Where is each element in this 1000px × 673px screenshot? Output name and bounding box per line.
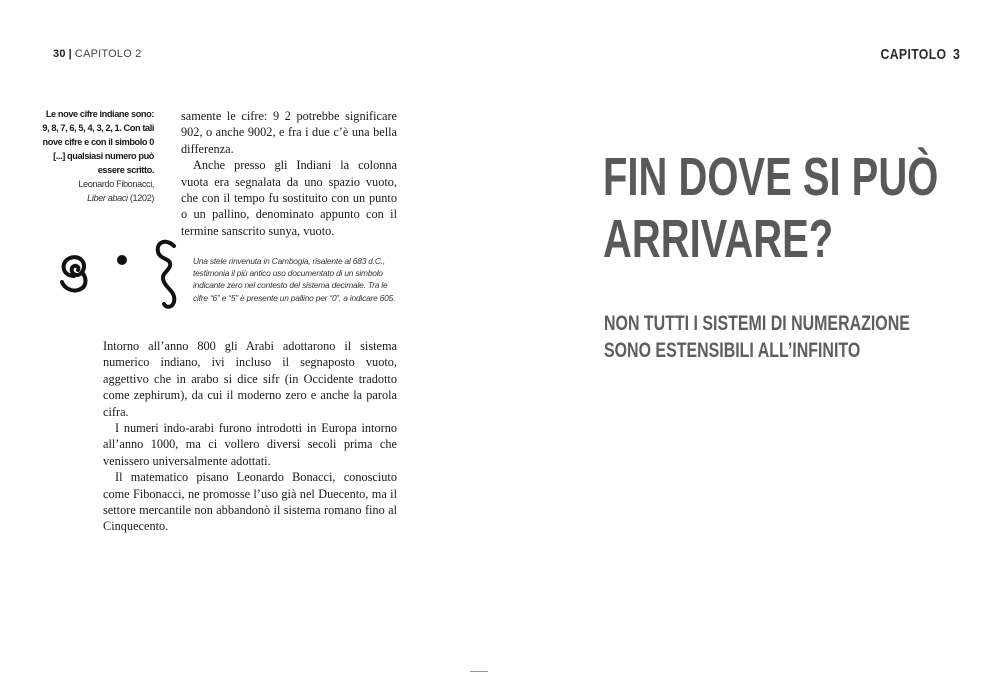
khmer-numeral-glyphs-image xyxy=(52,232,192,312)
side-quote-author xyxy=(40,177,154,205)
chapter-subtitle xyxy=(604,310,908,364)
body-paragraph: I numeri indo-arabi furono introdotti in Europa intorno all’anno 1000, ma ci vollero diversi secoli prima che venissero universalmente adottati. xyxy=(103,421,397,468)
chapter-number: 3 xyxy=(952,46,960,63)
body-text-main xyxy=(103,338,397,535)
chapter-title-line: FIN DOVE SI PUÒ xyxy=(603,147,939,207)
page-fold-mark xyxy=(470,671,488,672)
figure-caption: Una stele rinvenuta in Cambogia, risalente al 683 d.C., testimonia il più antico uso documentato di un simbolo indicante zero nel contesto del sistema decimale. Tra le cifre “6” e “5” è presente un pallino per “0”, a indicare 605. xyxy=(193,256,396,303)
side-quote-author-name: Leonardo Fibonacci, xyxy=(78,179,154,189)
chapter-title xyxy=(603,146,939,270)
chapter-label xyxy=(880,46,960,63)
glyph-five xyxy=(158,242,175,307)
chapter-subtitle-line: NON TUTTI I SISTEMI DI NUMERAZIONE xyxy=(604,312,910,335)
side-quote-text: Le nove cifre indiane sono: 9, 8, 7, 6, 5, 4, 3, 2, 1. Con tali nove cifre e con il simbolo 0 [...] qualsiasi numero può essere scritto. xyxy=(42,109,154,175)
body-paragraph: Il matematico pisano Leonardo Bonacci, conosciuto come Fibonacci, ne promosse l’uso già nel Duecento, ma il settore mercantile non abbandonò il sistema romano fino al Cinquecento. xyxy=(103,470,397,534)
running-head xyxy=(53,48,142,60)
chapter-subtitle-line: SONO ESTENSIBILI ALL’INFINITO xyxy=(604,339,861,362)
body-text-top xyxy=(181,108,397,239)
running-head-separator: | xyxy=(68,48,72,60)
chapter-label-text: CAPITOLO xyxy=(880,46,947,63)
body-paragraph: Anche presso gli Indiani la colonna vuota era segnalata da uno spazio vuoto, che con il tempo fu sostituito con un punto o un pallino, denominato appunto con il termine sanscrito sunya, vuoto. xyxy=(181,158,397,238)
body-paragraph: samente le cifre: 9 2 potrebbe significare 902, o anche 9002, e fra i due c’è una bella differenza. xyxy=(181,109,397,156)
chapter-title-line: ARRIVARE? xyxy=(603,209,834,269)
glyph-zero-dot xyxy=(117,255,127,265)
body-paragraph: Intorno all’anno 800 gli Arabi adottarono il sistema numerico indiano, ivi incluso il segnaposto vuoto, aggettivo che in arabo si dice sifr (in Occidente tradotto come zephirum), da cui il moderno zero e anche la parola cifra. xyxy=(103,339,397,419)
side-quote xyxy=(40,107,154,205)
side-quote-source: Liber abaci xyxy=(87,193,128,203)
side-quote-year: (1202) xyxy=(127,193,154,203)
glyph-six xyxy=(62,257,85,290)
running-head-chapter: CAPITOLO 2 xyxy=(74,48,142,60)
right-page xyxy=(500,0,1000,673)
page-number: 30 xyxy=(53,48,66,60)
